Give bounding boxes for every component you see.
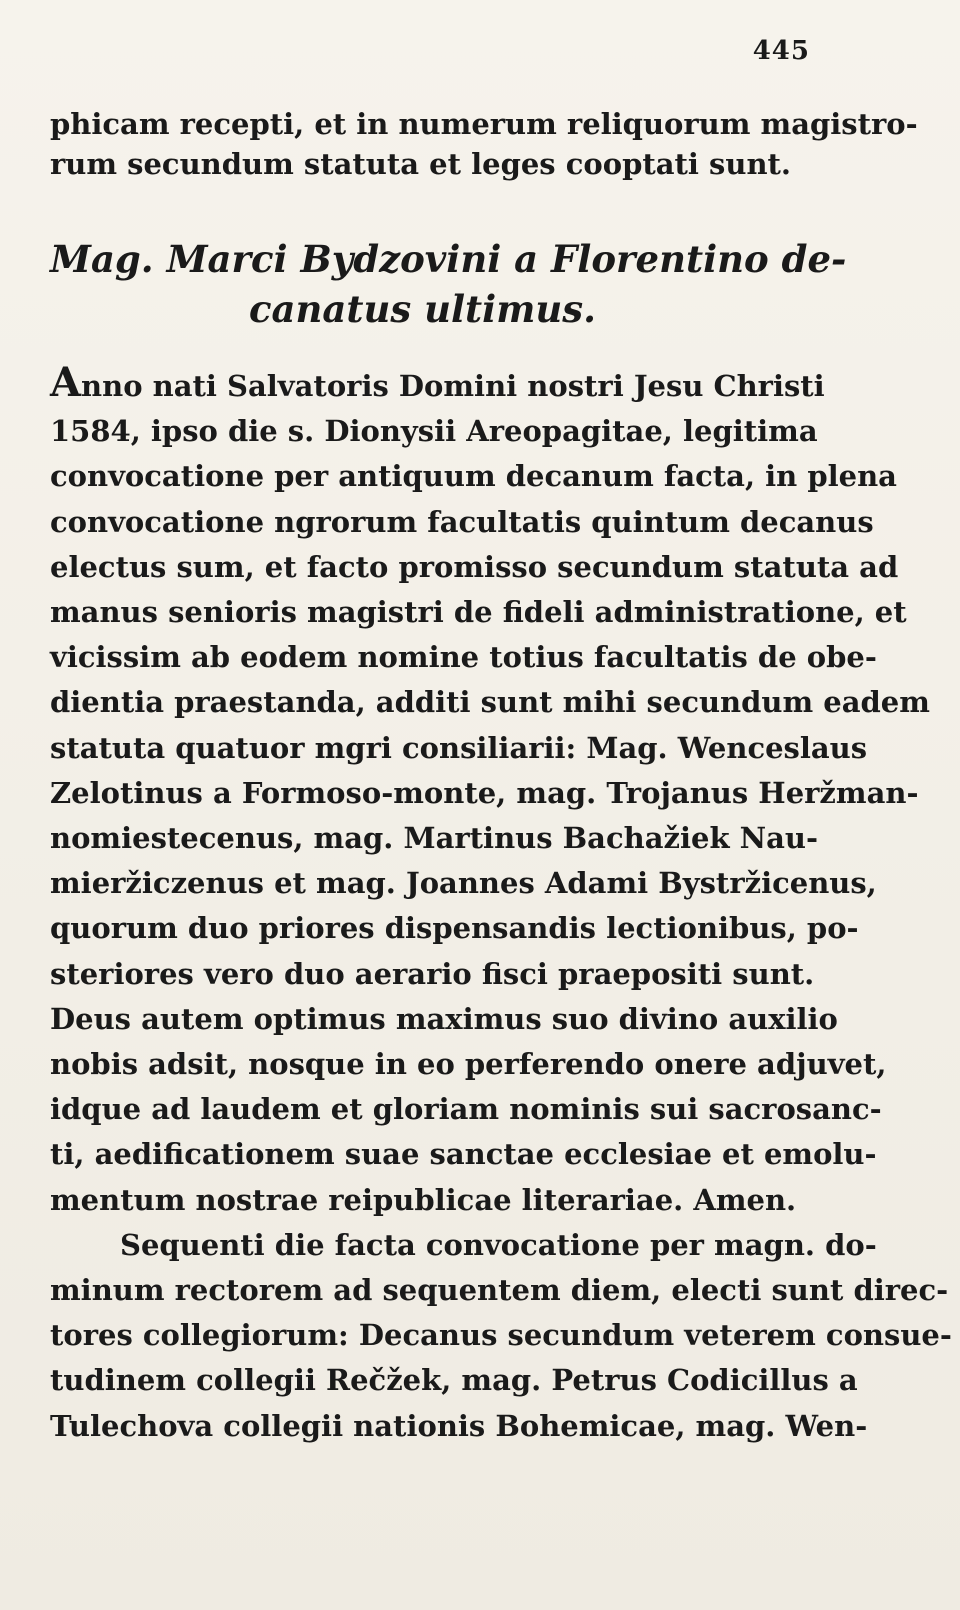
text-line: quorum duo priores dispensandis lectionibus, po- xyxy=(50,911,859,946)
page-number: 445 xyxy=(752,36,810,66)
heading-line: Mag. Marci Bydzovini a Florentino de- xyxy=(50,237,847,281)
text-line: vicissim ab eodem nomine totius facultatis de obe- xyxy=(50,640,877,675)
text-line: dientia praestanda, additi sunt mihi secundum eadem xyxy=(50,685,930,720)
text-line: steriores vero duo aerario fisci praepositi sunt. xyxy=(50,956,815,991)
text-line: Deus autem optimus maximus suo divino auxilio xyxy=(50,1001,838,1036)
intro-paragraph xyxy=(50,104,918,184)
text-line: ti, aedificationem suae sanctae ecclesiae et emolu- xyxy=(50,1137,877,1172)
initial-letter: A xyxy=(50,359,82,406)
text-line xyxy=(50,359,825,409)
text-line: convocatione per antiquum decanum facta, in plena xyxy=(50,459,897,494)
section-heading xyxy=(50,234,847,334)
text-line: mentum nostrae reipublicae literariae. Amen. xyxy=(50,1182,797,1217)
text-line: minum rectorem ad sequentem diem, electi sunt direc- xyxy=(50,1273,949,1308)
heading-line: canatus ultimus. xyxy=(249,287,596,331)
text-line: convocatione ngrorum facultatis quintum decanus xyxy=(50,504,874,539)
text-line: nomiestecenus, mag. Martinus Bachažiek Nau- xyxy=(50,821,819,856)
paragraph-1 xyxy=(50,359,930,1223)
text-line: mieržiczenus et mag. Joannes Adami Bystržicenus, xyxy=(50,866,877,901)
text-line: tudinem collegii Rečžek, mag. Petrus Codicillus a xyxy=(50,1363,858,1398)
text-fragment: nno nati Salvatoris Domini nostri Jesu Christi xyxy=(81,369,825,403)
text-line: manus senioris magistri de fideli administratione, et xyxy=(50,595,907,630)
text-line: electus sum, et facto promisso secundum statuta ad xyxy=(50,549,899,584)
text-line: 1584, ipso die s. Dionysii Areopagitae, legitima xyxy=(50,414,818,449)
text-block xyxy=(50,104,952,1449)
text-line: tores collegiorum: Decanus secundum veterem consue- xyxy=(50,1318,952,1353)
text-line: rum secundum statuta et leges cooptati sunt. xyxy=(50,147,792,181)
text-line: Zelotinus a Formoso-monte, mag. Trojanus Heržman- xyxy=(50,775,919,810)
text-line: Tulechova collegii nationis Bohemicae, mag. Wen- xyxy=(50,1408,868,1443)
text-line: phicam recepti, et in numerum reliquorum magistro- xyxy=(50,107,918,141)
text-line: statuta quatuor mgri consiliarii: Mag. Wenceslaus xyxy=(50,730,868,765)
text-line: nobis adsit, nosque in eo perferendo onere adjuvet, xyxy=(50,1047,887,1082)
paragraph-2 xyxy=(50,1223,952,1449)
text-line: Sequenti die facta convocatione per magn. do- xyxy=(120,1227,877,1262)
text-line: idque ad laudem et gloriam nominis sui sacrosanc- xyxy=(50,1092,882,1127)
